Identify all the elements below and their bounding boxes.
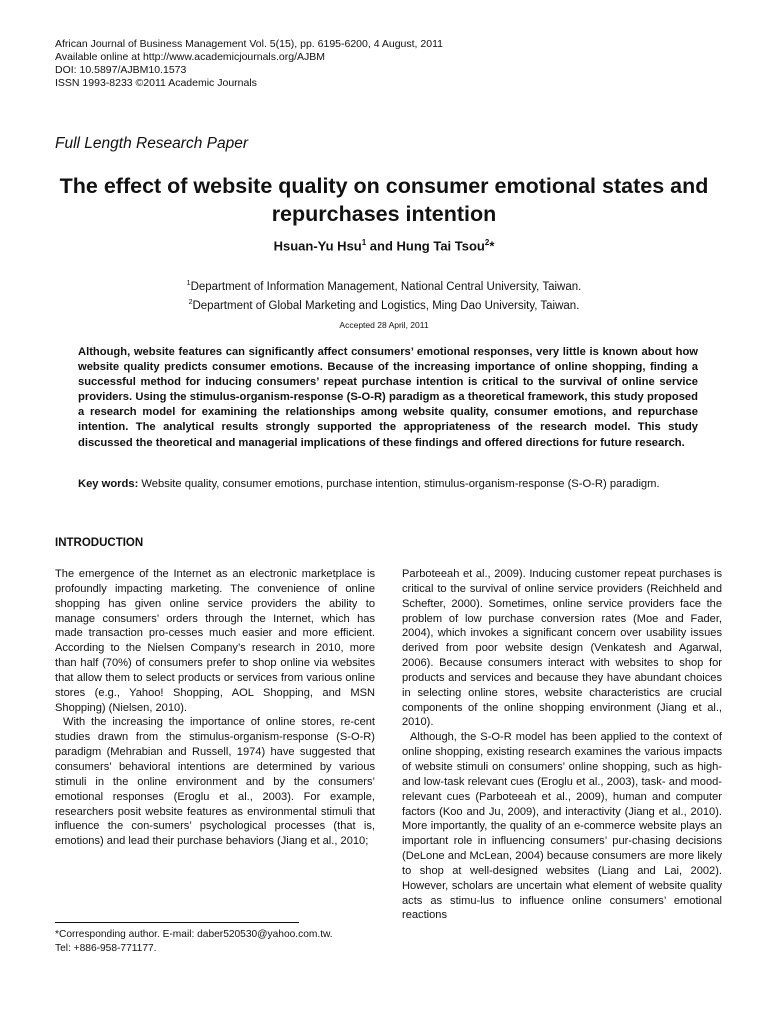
- affiliation-1-text: Department of Information Management, National Central University, Taiwan.: [190, 280, 582, 293]
- keywords-label: Key words:: [78, 478, 139, 490]
- corresponding-author-phone: Tel: +886-958-771177.: [55, 942, 157, 954]
- section-heading-introduction: INTRODUCTION: [55, 537, 144, 549]
- keywords: [78, 477, 698, 492]
- journal-url: Available online at http://www.academicjournals.org/AJBM: [55, 51, 326, 63]
- journal-header: [55, 38, 443, 90]
- author-1-affiliation-mark: 1: [361, 238, 367, 247]
- right-column: [402, 567, 722, 923]
- doi: DOI: 10.5897/AJBM10.1573: [55, 64, 187, 76]
- corresponding-author-email: *Corresponding author. E-mail: daber520530@yahoo.com.tw.: [55, 929, 333, 940]
- keywords-text: Website quality, consumer emotions, purchase intention, stimulus-organism-response (S-O-R) paradigm.: [138, 478, 660, 490]
- author-2: Hung Tai Tsou: [396, 238, 485, 254]
- author-2-affiliation-mark: 2: [484, 238, 490, 247]
- paper-title: The effect of website quality on consumer emotional states and repurchases intention: [59, 174, 709, 226]
- affiliation-1: [40, 276, 728, 295]
- footnote-divider: [55, 922, 299, 923]
- corresponding-mark: *: [489, 238, 495, 254]
- affiliations: [40, 276, 728, 314]
- affiliation-2: [40, 295, 728, 314]
- paragraph: Parboteeah et al., 2009). Inducing customer repeat purchases is critical to the survival of online service providers (Reichheld and Schefter, 2000). Sometimes, online service providers face the problem of low purchase conversion rates (Moe and Fader, 2004), which invokes a significant concern over usability issues derived from poor website design (Venkatesh and Agarwal, 2006). Because consumers interact with websites to shop for products and services and because they have abundant choices in selecting online stores, website characteristics are crucial components of the online shopping environment (Jiang et al., 2010).: [402, 568, 722, 729]
- affiliation-2-mark: 2: [188, 298, 193, 306]
- journal-citation: African Journal of Business Management Vol. 5(15), pp. 6195-6200, 4 August, 2011: [55, 38, 443, 50]
- paragraph: With the increasing the importance of online stores, re-cent studies drawn from the stimulus-organism-response (S-O-R) paradigm (Mehrabian and Russell, 1974) have suggested that consumers’ behavioral intentions are determined by various stimuli in the online environment and by the consumers’ emotional responses (Eroglu et al., 2003). For example, researchers posit website features as environmental stimuli that influence the con-sumers’ psychological processes (that is, emotions) and lead their purchase behaviors (Jiang et al., 2010;: [55, 716, 375, 848]
- affiliation-2-text: Department of Global Marketing and Logistics, Ming Dao University, Taiwan.: [192, 299, 580, 312]
- left-column: [55, 567, 375, 849]
- accepted-date: Accepted 28 April, 2011: [339, 320, 429, 330]
- paper-type: Full Length Research Paper: [55, 135, 249, 152]
- author-1: Hsuan-Yu Hsu: [273, 238, 362, 254]
- author-line: [40, 238, 728, 253]
- abstract: Although, website features can significantly affect consumers’ emotional responses, very little is known about how website quality predicts consumer emotions. Because of the increasing importance of online shopping, finding a successful method for inducing consumers’ repeat purchase intention is critical to the survival of online service providers. Using the stimulus-organism-response (S-O-R) paradigm as a theoretical framework, this study proposed a research model for examining the relationships among website quality, consumer emotions, and repurchase intention. The analytical results strongly supported the appropriateness of the research model. This study discussed the theoretical and managerial implications of these findings and offered directions for future research.: [78, 346, 698, 449]
- footnote: [55, 928, 385, 955]
- paragraph: Although, the S-O-R model has been applied to the context of online shopping, existing research examines the various impacts of website stimuli on consumers’ online shopping, such as high- and low-task relevant cues (Eroglu et al., 2003), task- and mood-relevant cues (Parboteeah et al., 2009), human and computer factors (Koo and Ju, 2009), and interactivity (Jiang et al., 2010). More importantly, the quality of an e-commerce website plays an important role in influencing consumers’ pur-chasing decisions (DeLone and McLean, 2004) because consumers are more likely to shop at well-designed websites (Liang and Lai, 2002). However, scholars are uncertain what element of website quality acts as stimu-lus to influence online consumers’ emotional reactions: [402, 731, 722, 922]
- affiliation-1-mark: 1: [186, 280, 191, 287]
- paragraph: The emergence of the Internet as an electronic marketplace is profoundly impacting marketing. The convenience of online shopping has given online service providers the ability to manage consumers’ orders through the Internet, which has made transaction pro-cesses much easier and more efficient. According to the Nielsen Company’s research in 2010, more than half (70%) of consumers prefer to shop online via websites that allow them to select products or services from various online stores (e.g., Yahoo! Shopping, AOL Shopping, and MSN Shopping) (Nielsen, 2010).: [55, 568, 375, 714]
- issn: ISSN 1993-8233 ©2011 Academic Journals: [55, 77, 257, 89]
- author-connector: and: [366, 238, 397, 254]
